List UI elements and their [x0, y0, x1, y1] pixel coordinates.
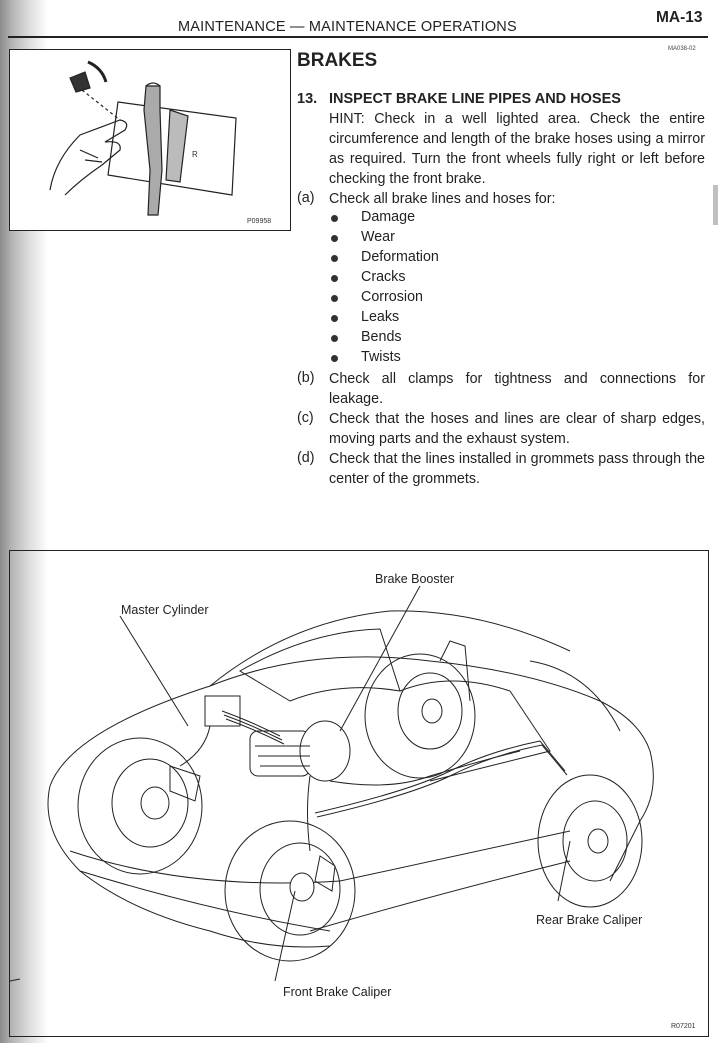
section-title: BRAKES [297, 50, 378, 71]
page-number: MA-13 [656, 9, 703, 26]
step-title: INSPECT BRAKE LINE PIPES AND HOSES [329, 91, 621, 107]
step-heading [297, 91, 621, 107]
item-label-a: (a) [297, 190, 315, 206]
item-text-c: Check that the hoses and lines are clear of sharp edges, moving parts and the exhaust system. [329, 411, 705, 447]
item-label-c: (c) [297, 410, 314, 426]
callout-rear-brake-caliper: Rear Brake Caliper [536, 913, 643, 927]
bullet-icon [331, 215, 338, 222]
hose-mirror-illustration [10, 50, 290, 230]
page-edge-tab [713, 185, 718, 225]
step-number: 13. [297, 91, 318, 107]
item-label-b: (b) [297, 370, 315, 386]
reference-code: MA038-02 [668, 46, 696, 52]
header-rule [8, 36, 708, 38]
bullet-icon [331, 275, 338, 282]
hint-text: HINT: Check in a well lighted area. Check the entire circumference and length of the brake hoses using a mirror as required. Turn the front wheels fully right or left before checking the front brake. [329, 111, 705, 187]
callout-front-brake-caliper: Front Brake Caliper [283, 985, 392, 999]
bullet-icon [331, 235, 338, 242]
brake-system-figure [9, 550, 709, 1037]
figure-code: R07201 [671, 1023, 696, 1030]
item-text-b: Check all clamps for tightness and connections for leakage. [329, 371, 705, 407]
bullet-icon [331, 295, 338, 302]
bullet-icon [331, 335, 338, 342]
bullet-icon [331, 255, 338, 262]
hose-inspection-figure [9, 49, 291, 231]
bullet-icon [331, 355, 338, 362]
car-brake-line-illustration [10, 551, 708, 1036]
bullet-icon [331, 315, 338, 322]
item-label-d: (d) [297, 450, 315, 466]
running-header: MAINTENANCE — MAINTENANCE OPERATIONS [178, 19, 517, 35]
svg-text:R: R [192, 150, 198, 159]
item-text-a: Check all brake lines and hoses for: [329, 191, 556, 207]
callout-brake-booster: Brake Booster [375, 572, 455, 586]
figure-code: P09958 [247, 218, 272, 225]
item-text-d: Check that the lines installed in grommets pass through the center of the grommets. [329, 451, 705, 487]
callout-master-cylinder: Master Cylinder [121, 603, 209, 617]
